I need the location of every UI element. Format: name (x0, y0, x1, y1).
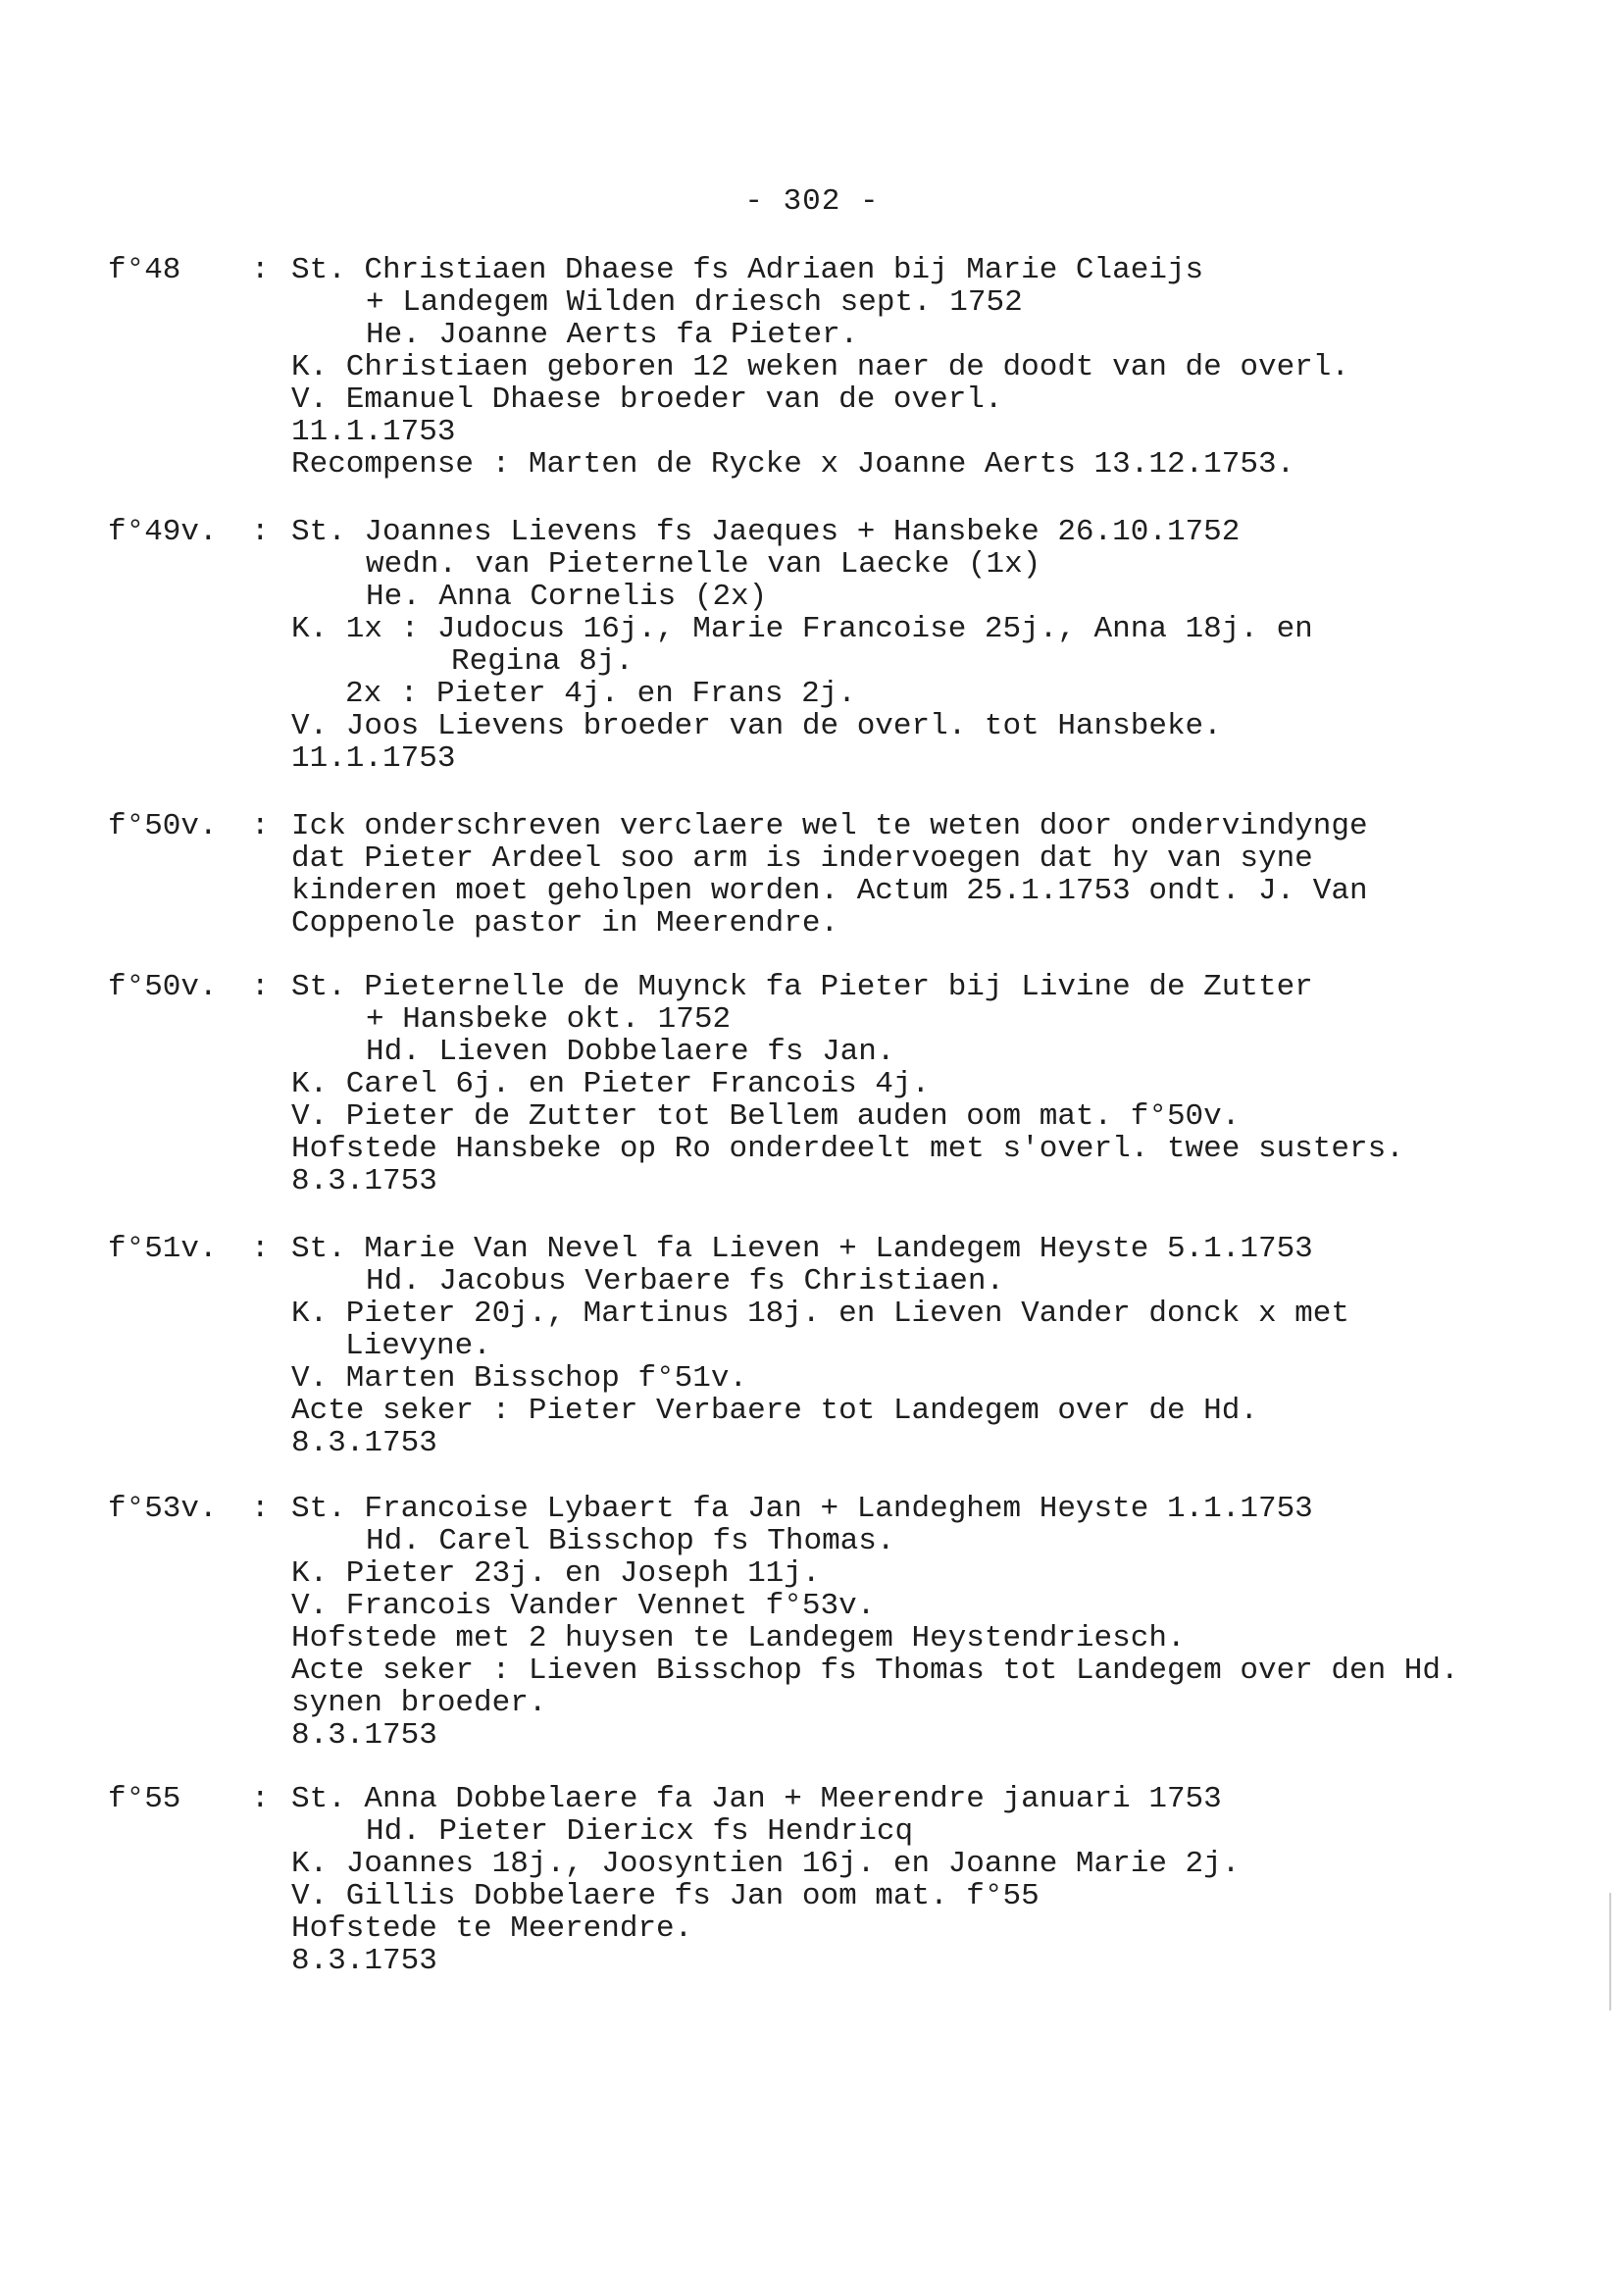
entry-line: Lievyne. (345, 1329, 491, 1363)
entry-line: He. Joanne Aerts fa Pieter. (366, 318, 859, 352)
entry-line: K. Carel 6j. en Pieter Francois 4j. (291, 1067, 931, 1101)
entry-line: synen broeder. (291, 1686, 547, 1720)
entry-line: St. Francoise Lybaert fa Jan + Landeghem Heyste 1.1.1753 (291, 1492, 1313, 1526)
entry-colon: : (251, 970, 270, 1004)
entry-line: dat Pieter Ardeel soo arm is indervoegen dat hy van syne (291, 841, 1313, 876)
entry-line: Hd. Carel Bisschop fs Thomas. (366, 1524, 895, 1558)
folio-reference: f°50v. (108, 809, 218, 843)
entry-line: St. Marie Van Nevel fa Lieven + Landegem Heyste 5.1.1753 (291, 1232, 1313, 1266)
entry-line: 2x : Pieter 4j. en Frans 2j. (345, 677, 856, 711)
entry-line: V. Pieter de Zutter tot Bellem auden oom mat. f°50v. (291, 1099, 1241, 1134)
entry-line: Acte seker : Lieven Bisschop fs Thomas tot Landegem over den Hd. (291, 1654, 1459, 1688)
entry-line: Hofstede Hansbeke op Ro onderdeelt met s'overl. twee susters. (291, 1132, 1404, 1166)
entry-line: V. Marten Bisschop f°51v. (291, 1361, 748, 1396)
entry-line: He. Anna Cornelis (2x) (366, 580, 768, 614)
entry-line: Hd. Pieter Diericx fs Hendricq (366, 1814, 914, 1849)
entry-line: K. Christiaen geboren 12 weken naer de doodt van de overl. (291, 350, 1349, 384)
entry-line: K. Joannes 18j., Joosyntien 16j. en Joanne Marie 2j. (291, 1847, 1241, 1881)
entry-colon: : (251, 1782, 270, 1816)
entry-colon: : (251, 515, 270, 549)
folio-reference: f°55 (108, 1782, 181, 1816)
entry-colon: : (251, 253, 270, 287)
entry-line: V. Francois Vander Vennet f°53v. (291, 1589, 876, 1623)
entry-line: V. Emanuel Dhaese broeder van de overl. (291, 382, 1003, 417)
entry-line: + Hansbeke okt. 1752 (366, 1002, 732, 1037)
folio-reference: f°49v. (108, 515, 218, 549)
entry-line: Regina 8j. (451, 644, 634, 679)
entry-line: kinderen moet geholpen worden. Actum 25.1.1753 ondt. J. Van (291, 874, 1368, 908)
entry-line: 8.3.1753 (291, 1426, 437, 1460)
entry-line: + Landegem Wilden driesch sept. 1752 (366, 285, 1023, 320)
entry-line: St. Pieternelle de Muynck fa Pieter bij Livine de Zutter (291, 970, 1313, 1004)
entry-line: Hofstede met 2 huysen te Landegem Heystendriesch. (291, 1621, 1186, 1655)
entry-colon: : (251, 1232, 270, 1266)
entry-line: V. Gillis Dobbelaere fs Jan oom mat. f°55 (291, 1879, 1040, 1913)
entry-colon: : (251, 1492, 270, 1526)
entry-line: Acte seker : Pieter Verbaere tot Landegem over de Hd. (291, 1394, 1258, 1428)
entry-line: 8.3.1753 (291, 1718, 437, 1753)
entry-line: Coppenole pastor in Meerendre. (291, 906, 839, 941)
entry-colon: : (251, 809, 270, 843)
entry-line: K. 1x : Judocus 16j., Marie Francoise 25j., Anna 18j. en (291, 612, 1313, 646)
folio-reference: f°50v. (108, 970, 218, 1004)
entry-line: Hd. Jacobus Verbaere fs Christiaen. (366, 1264, 1005, 1298)
entry-line: Hd. Lieven Dobbelaere fs Jan. (366, 1035, 895, 1069)
entry-line: 11.1.1753 (291, 415, 456, 449)
entry-line: St. Christiaen Dhaese fs Adriaen bij Marie Claeijs (291, 253, 1204, 287)
entry-line: Recompense : Marten de Rycke x Joanne Aerts 13.12.1753. (291, 447, 1295, 482)
entry-line: 8.3.1753 (291, 1164, 437, 1198)
entry-line: 11.1.1753 (291, 741, 456, 776)
folio-reference: f°53v. (108, 1492, 218, 1526)
entry-line: Hofstede te Meerendre. (291, 1911, 693, 1946)
entry-line: V. Joos Lievens broeder van de overl. tot Hansbeke. (291, 709, 1222, 743)
page-number: - 302 - (744, 184, 880, 219)
entry-line: St. Anna Dobbelaere fa Jan + Meerendre januari 1753 (291, 1782, 1222, 1816)
entry-line: 8.3.1753 (291, 1944, 437, 1978)
scan-edge-mark (1609, 1893, 1611, 2011)
entry-line: K. Pieter 23j. en Joseph 11j. (291, 1556, 821, 1591)
entry-line: St. Joannes Lievens fs Jaeques + Hansbeke 26.10.1752 (291, 515, 1241, 549)
entry-line: Ick onderschreven verclaere wel te weten door ondervindynge (291, 809, 1368, 843)
entry-line: K. Pieter 20j., Martinus 18j. en Lieven Vander donck x met (291, 1297, 1349, 1331)
folio-reference: f°51v. (108, 1232, 218, 1266)
entry-line: wedn. van Pieternelle van Laecke (1x) (366, 547, 1041, 582)
folio-reference: f°48 (108, 253, 181, 287)
